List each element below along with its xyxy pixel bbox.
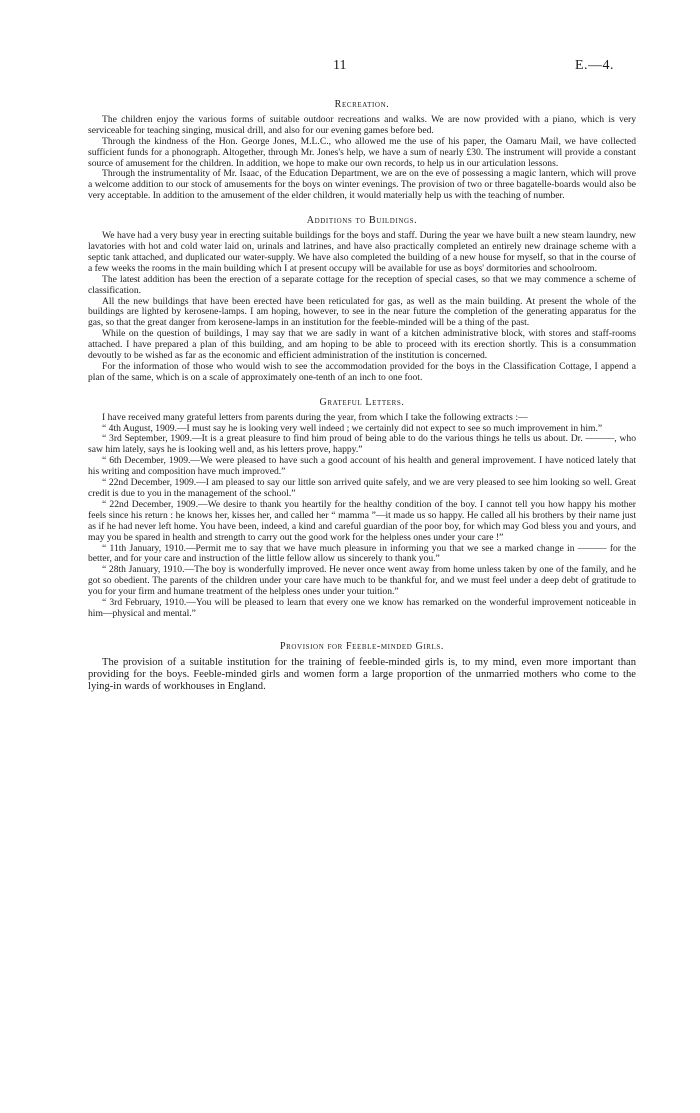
letter-extract: “ 22nd December, 1909.—I am pleased to say our little son arrived quite safely, and we are very pleased to see him looking so well. Great credit is due to you in the management of the school.” [88,477,636,499]
letter-extract: “ 28th January, 1910.—The boy is wonderfully improved. He never once went away from home unless taken by one of the family, and he got so obedient. The parents of the children under your care have much to be thankful for, and we must feel under a deep debt of gratitude to you for your firm and humane treatment of the helpless ones under your tuition.” [88,564,636,598]
paragraph: Through the instrumentality of Mr. Isaac, of the Education Department, we are on the eve of possessing a magic lantern, which will prove a welcome addition to our stock of amusements for the boys on winter evenings. The provision of two or three bagatelle-boards would also be very acceptable. In addition to the amusement of the elder children, it would materially help us with the teaching of number. [88,168,636,202]
section-heading: Provision for Feeble-minded Girls. [279,640,445,652]
letter-extract: “ 22nd December, 1909.—We desire to thank you heartily for the healthy condition of the boy. I cannot tell you how happy his mother feels since his return : he knows her, kisses her, and called her “ mamma ”—it made us so happy. He called all his brothers by their name just as if he had never left home. You have been, indeed, a kind and careful guardian of the poor boy, for which may God bless you and yours, and may you be spared in health and strength to carry out the good work for the helpless ones under your care !” [88,498,636,543]
paragraph: The children enjoy the various forms of suitable outdoor recreations and walks. We are now provided with a piano, which is very serviceable for teaching singing, musical drill, and also for our evening games before bed. [88,113,636,136]
section-grateful-letters [88,398,636,620]
section-feeble-minded-girls [88,642,636,693]
letter-extract: “ 3rd September, 1909.—It is a great pleasure to find him proud of being able to do the various things he tells us about. Dr. ———, who saw him lately, says he is looking well and, as his letters prove, happy.” [88,433,636,456]
page-number: 11 [333,58,347,73]
letter-extract: “ 11th January, 1910.—Permit me to say that we have much pleasure in informing you that we see a marked change in ——— for the better, and for your care and instruction of the little fellow allow us sincerely to thank you.” [88,542,636,565]
letter-extract: “ 4th August, 1909.—I must say he is looking very well indeed ; we certainly did not expect to see so much improvement in him.” [102,422,603,434]
section-recreation [88,100,636,202]
letter-extract: “ 3rd February, 1910.—You will be pleased to learn that every one we know has remarked on the wonderful improvement noticeable in him—physical and mental.” [88,597,636,619]
paragraph: I have received many grateful letters from parents during the year, from which I take the following extracts :— [102,411,528,423]
paragraph: For the information of those who would wish to see the accommodation provided for the boys in the Classification Cottage, I append a plan of the same, which is on a scale of approximately one-tenth of an inch to one foot. [88,360,636,383]
section-heading: Recreation. [334,99,390,110]
paragraph: Through the kindness of the Hon. George Jones, M.L.C., who allowed me the use of his paper, the Oamaru Mail, we have collected sufficient funds for a phonograph. Altogether, through Mr. Jones's help, we have a sum of nearly £30. The instrument will provide a constant source of amusement for the children. In addition, we hope to make our own records, to help us in our articulation lessons. [88,135,636,169]
letter-extract: “ 6th December, 1909.—We were pleased to have such a good account of his health and general improvement. I have noticed lately that his writing and composition have much improved.” [88,455,636,478]
section-heading: Grateful Letters. [319,396,405,408]
paragraph: We have had a very busy year in erecting suitable buildings for the boys and staff. During the year we have built a new steam laundry, new lavatories with hot and cold water laid on, urinals and latrines, and have also practically completed an entirely new drainage scheme with a septic tank attached, and duplicated our water-supply. We have also completed the building of a new house for myself, so that in the course of a few weeks the rooms in the main building which I at present occupy will be available for use as boys' dormitories and schoolroom. [88,230,636,274]
paragraph: The latest addition has been the erection of a separate cottage for the reception of special cases, so that we may commence a scheme of classification. [88,273,636,296]
document-body [88,56,636,693]
paragraph: All the new buildings that have been erected have been reticulated for gas, as well as the main building. At present the whole of the buildings are lighted by kerosene-lamps. I am hoping, however, to see in the near future the completion of the generating apparatus for the gas, so that the great danger from kerosene-lamps in an institution for the feeble-minded will be a thing of the past. [88,295,636,329]
paragraph: While on the question of buildings, I may say that we are sadly in want of a kitchen administrative block, with stores and staff-rooms attached. I have prepared a plan of this building, and am hoping to be able to proceed with its erection shortly. This is a consummation devoutly to be wished as far as the economic and efficient administration of the institution is concerned. [88,328,636,362]
document-reference: E.—4. [575,58,615,73]
paragraph: The provision of a suitable institution for the training of feeble-minded girls is, to my mind, even more important than providing for the boys. Feeble-minded girls and women form a large proportion of the unmarried mothers who come to the lying-in wards of workhouses in England. [88,656,636,692]
section-heading: Additions to Buildings. [306,215,418,227]
section-additions-to-buildings [88,216,636,384]
